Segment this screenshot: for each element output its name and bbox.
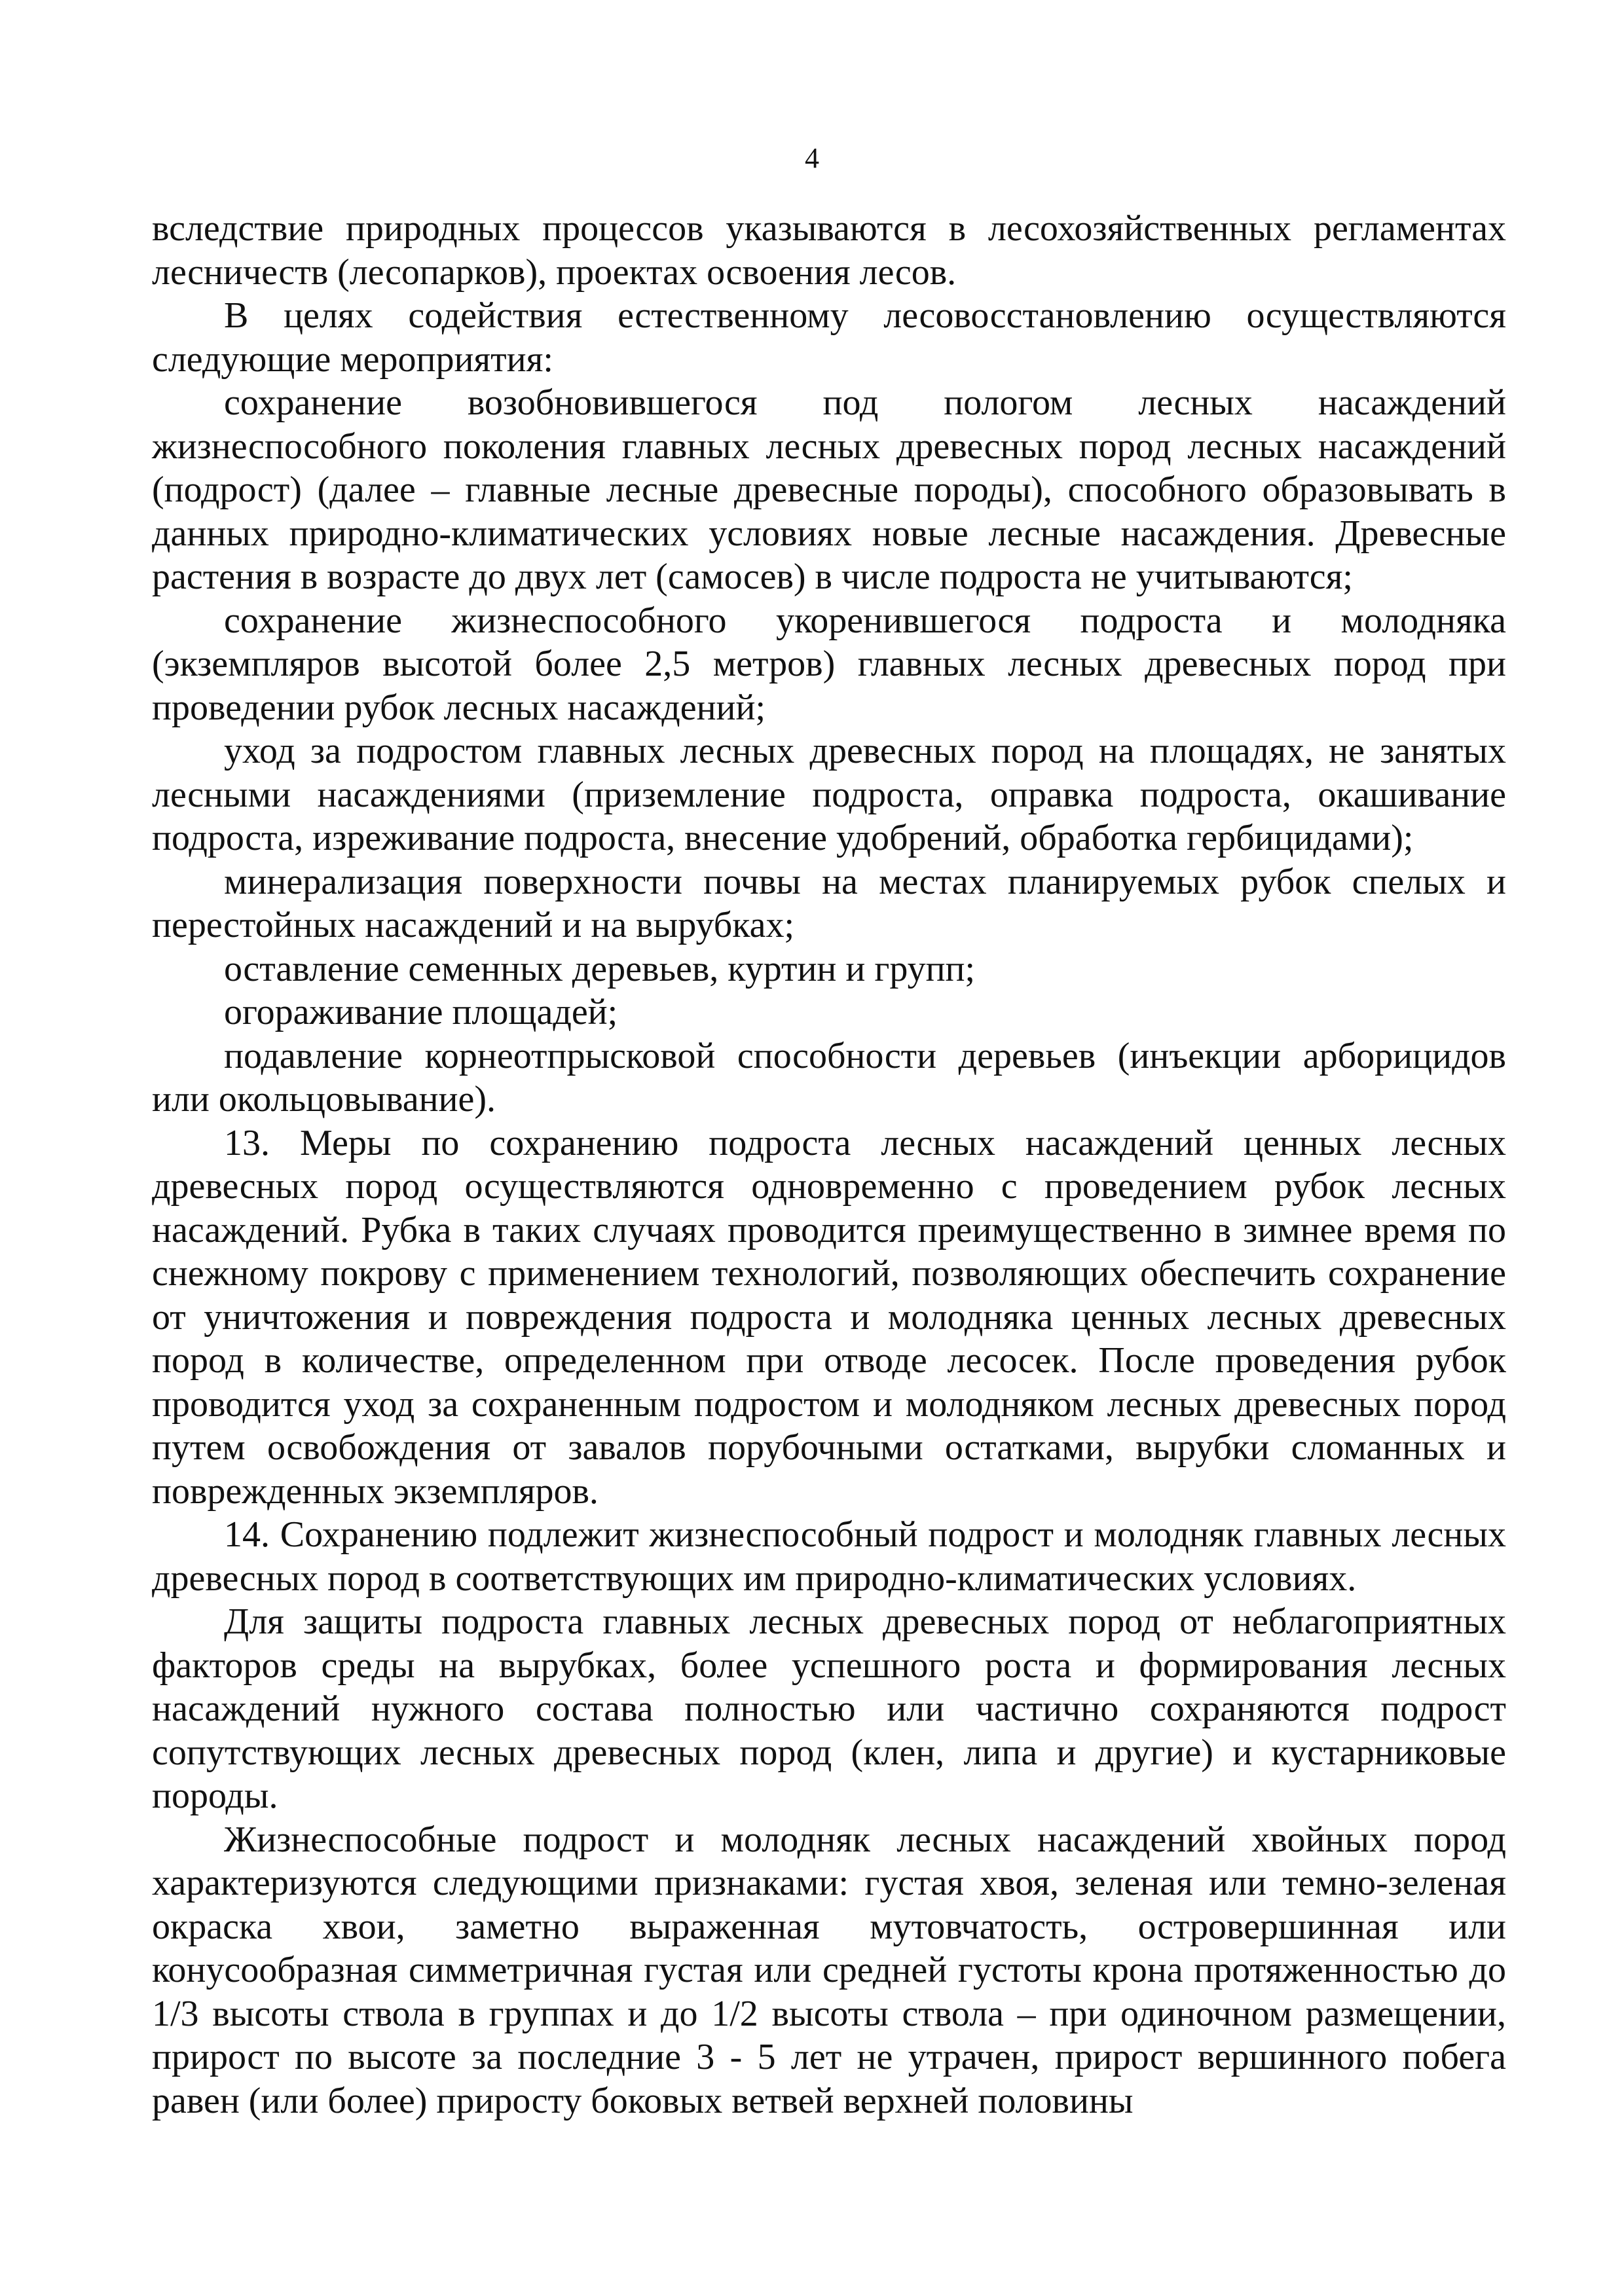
paragraph: Жизнеспособные подрост и молодняк лесных насаждений хвойных пород характеризуются следующими признаками: густая хвоя, зеленая или темно-зеленая окраска хвои, заметно выраженная мутовчатость, островершинная или конусообразная симметричная густая или средней густоты крона протяженностью до 1/3 высоты ствола в группах и до 1/2 высоты ствола – при одиночном размещении, прирост по высоте за последние 3 - 5 лет не утрачен, прирост вершинного побега равен (или более) приросту боковых ветвей верхней половины (152, 1819, 1506, 2121)
paragraph: 14. Сохранению подлежит жизнеспособный подрост и молодняк главных лесных древесных пород в соответствующих им природно-климатических условиях. (152, 1514, 1506, 1599)
paragraph: огораживание площадей; (224, 992, 618, 1032)
paragraph: вследствие природных процессов указываются в лесохозяйственных регламентах лесничеств (лесопарков), проектах освоения лесов. (152, 208, 1506, 293)
page-number: 4 (805, 142, 819, 174)
document-body (152, 207, 1506, 2123)
paragraph: Для защиты подроста главных лесных древесных пород от неблагоприятных факторов среды на вырубках, более успешного роста и формирования лесных насаждений нужного состава полностью или частично сохраняются подрост сопутствующих лесных древесных пород (клен, липа и другие) и кустарниковые породы. (152, 1601, 1506, 1816)
paragraph: уход за подростом главных лесных древесных пород на площадях, не занятых лесными насаждениями (приземление подроста, оправка подроста, окашивание подроста, изреживание подроста, внесение удобрений, обработка гербицидами); (152, 731, 1506, 858)
paragraph: сохранение возобновившегося под пологом лесных насаждений жизнеспособного поколения главных лесных древесных пород лесных насаждений (подрост) (далее – главные лесные древесные породы), способного образовывать в данных природно-климатических условиях новые лесные насаждения. Древесные растения в возрасте до двух лет (самосев) в числе подроста не учитываются; (152, 382, 1506, 597)
paragraph: 13. Меры по сохранению подроста лесных насаждений ценных лесных древесных пород осуществляются одновременно с проведением рубок лесных насаждений. Рубка в таких случаях проводится преимущественно в зимнее время по снежному покрову с применением технологий, позволяющих обеспечить сохранение от уничтожения и повреждения подроста и молодняка ценных лесных древесных пород в количестве, определенном при отводе лесосек. После проведения рубок проводится уход за сохраненным подростом и молодняком лесных древесных пород путем освобождения от завалов порубочными остатками, вырубки сломанных и поврежденных экземпляров. (152, 1122, 1506, 1512)
paragraph: оставление семенных деревьев, куртин и групп; (224, 948, 976, 989)
paragraph: В целях содействия естественному лесовосстановлению осуществляются следующие мероприятия: (152, 295, 1506, 380)
paragraph: сохранение жизнеспособного укоренившегося подроста и молодняка (экземпляров высотой более 2,5 метров) главных лесных древесных пород при проведении рубок лесных насаждений; (152, 600, 1506, 728)
paragraph: минерализация поверхности почвы на местах планируемых рубок спелых и перестойных насаждений и на вырубках; (152, 861, 1506, 945)
paragraph: подавление корнеотпрысковой способности деревьев (инъекции арборицидов или окольцовывание). (152, 1035, 1506, 1120)
